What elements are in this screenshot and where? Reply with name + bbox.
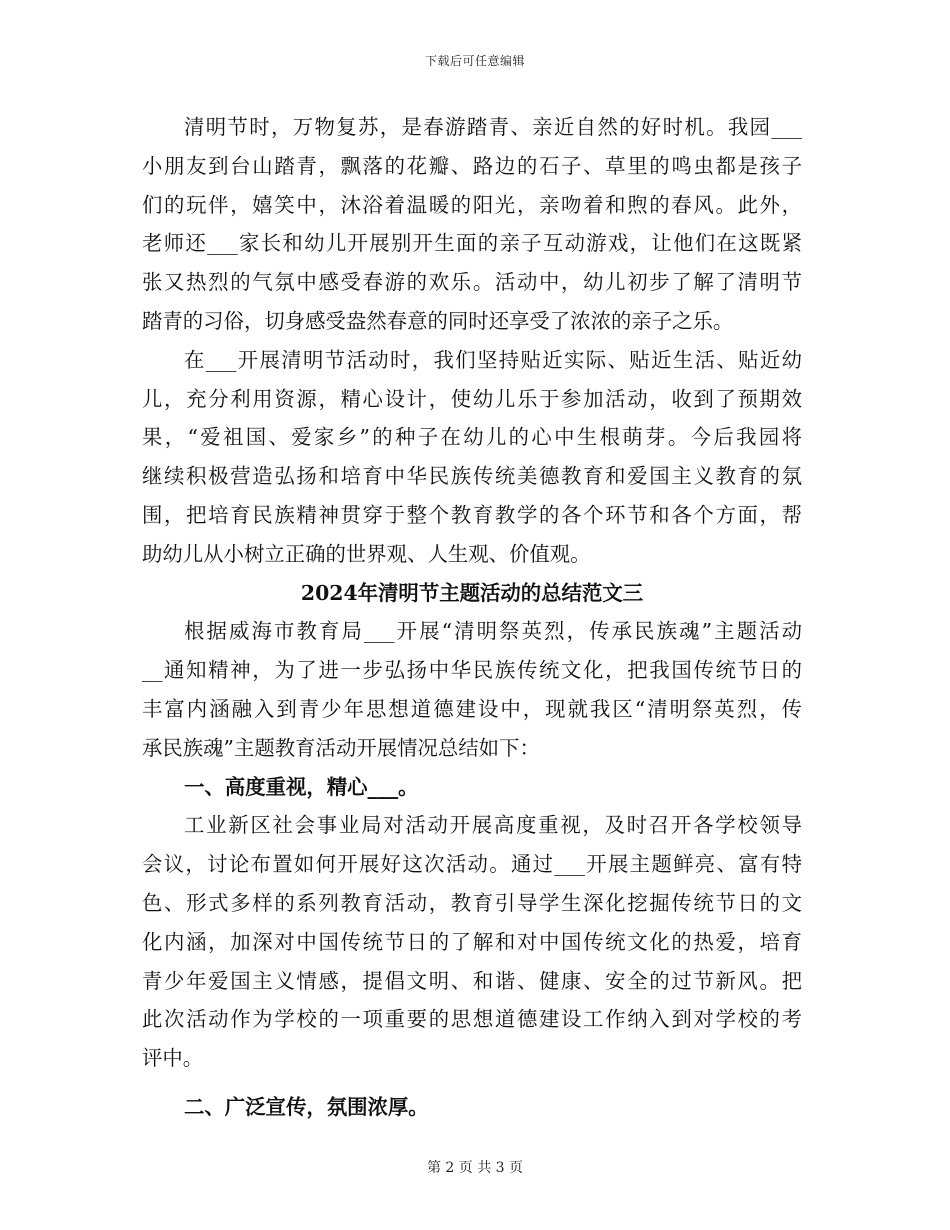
paragraph-1-line: 们的玩伴，嬉笑中，沐浴着温暖的阳光，亲吻着和煦的春风。此外，	[142, 192, 802, 217]
paragraph-4-line: 评中。	[142, 1046, 204, 1071]
paragraph-1-line: 老师还___家长和幼儿开展别开生面的亲子互动游戏，让他们在这既紧	[142, 231, 802, 256]
paragraph-2-line: 在___开展清明节活动时，我们坚持贴近实际、贴近生活、贴近幼	[184, 347, 802, 372]
subheading-1: 一、高度重视，精心___。	[184, 774, 419, 799]
document-body	[142, 108, 802, 1127]
paragraph-4-line: 工业新区社会事业局对活动开展高度重视，及时召开各学校领导	[184, 813, 802, 838]
paragraph-4-line: 色、形式多样的系列教育活动，教育引导学生深化挖掘传统节日的文	[142, 890, 802, 915]
subheading-2: 二、广泛宣传，氛围浓厚。	[184, 1094, 429, 1119]
paragraph-3-line: 根据威海市教育局___开展“清明祭英烈，传承民族魂”主题活动	[184, 619, 802, 644]
paragraph-2-line: 果，“爱祖国、爱家乡”的种子在幼儿的心中生根萌芽。今后我园将	[142, 425, 802, 450]
paragraph-2-line: 儿，充分利用资源，精心设计，使幼儿乐于参加活动，收到了预期效	[142, 386, 802, 411]
paragraph-2-line: 继续积极营造弘扬和培育中华民族传统美德教育和爱国主义教育的氛	[142, 464, 802, 489]
page-header: 下载后可任意编辑	[424, 54, 525, 68]
page-footer: 第 2 页 共 3 页	[426, 1160, 524, 1176]
paragraph-4-line: 化内涵，加深对中国传统节日的了解和对中国传统文化的热爱，培育	[142, 929, 802, 954]
paragraph-4-line: 青少年爱国主义情感，提倡文明、和谐、健康、安全的过节新风。把	[142, 968, 802, 993]
paragraph-1-line: 小朋友到台山踏青，飘落的花瓣、路边的石子、草里的鸣虫都是孩子	[142, 153, 802, 178]
paragraph-1-line: 清明节时，万物复苏，是春游踏青、亲近自然的好时机。我园___	[184, 115, 802, 139]
section-title: 2024年清明节主题活动的总结范文三	[300, 580, 644, 605]
paragraph-4-line: 此次活动作为学校的一项重要的思想道德建设工作纳入到对学校的考	[142, 1007, 802, 1032]
paragraph-2-line: 助幼儿从小树立正确的世界观、人生观、价值观。	[142, 541, 591, 566]
paragraph-1-line: 张又热烈的气氛中感受春游的欢乐。活动中，幼儿初步了解了清明节	[142, 270, 802, 295]
paragraph-2-line: 围，把培育民族精神贯穿于整个教育教学的各个环节和各个方面，帮	[142, 502, 802, 527]
paragraph-1-line: 踏青的习俗，切身感受盎然春意的同时还享受了浓浓的亲子之乐。	[142, 308, 734, 333]
paragraph-3-line: 丰富内涵融入到青少年思想道德建设中，现就我区“清明祭英烈，传	[142, 696, 802, 721]
paragraph-4-line: 会议，讨论布置如何开展好这次活动。通过___开展主题鲜亮、富有特	[142, 852, 802, 877]
paragraph-3-line: 承民族魂”主题教育活动开展情况总结如下：	[142, 735, 540, 760]
paragraph-3-line: __通知精神，为了进一步弘扬中华民族传统文化，把我国传统节日的	[142, 658, 802, 683]
